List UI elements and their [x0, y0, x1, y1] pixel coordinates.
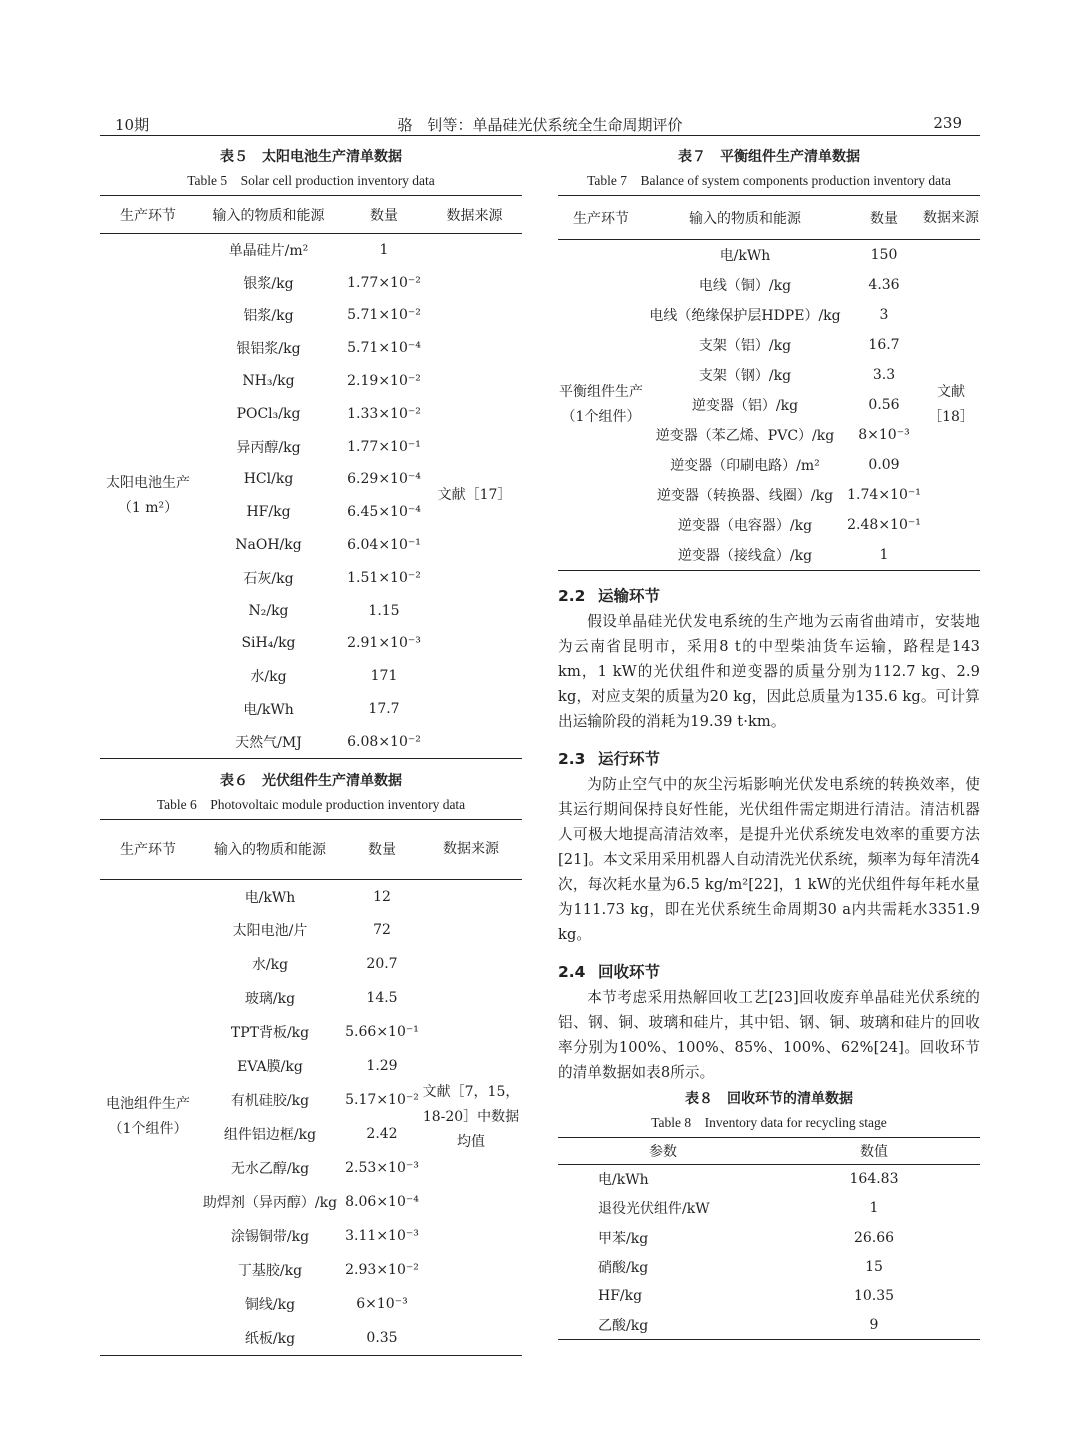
table8-caption-en: Table 8 Inventory data for recycling stage	[651, 1115, 887, 1131]
section-number: 2.2	[558, 587, 586, 606]
item-cell: 银铝浆/kg	[236, 341, 301, 358]
source-cell: 文献［7，15，18-20］中数据均值	[422, 1083, 520, 1150]
item-cell: 逆变器（苯乙烯、PVC）/kg	[655, 428, 835, 445]
value-cell: 1	[879, 547, 889, 564]
col-header: 参数	[649, 1144, 677, 1161]
value-cell: 26.66	[853, 1229, 895, 1246]
value-cell: 2.53×10⁻³	[345, 1160, 419, 1177]
value-cell: 1.15	[368, 602, 400, 619]
item-cell: HF/kg	[246, 504, 291, 521]
item-cell: EVA膜/kg	[237, 1059, 303, 1076]
item-cell: SiH₄/kg	[241, 635, 296, 652]
value-cell: 1.77×10⁻¹	[347, 438, 421, 455]
table-row	[558, 1252, 980, 1281]
table-row	[558, 1194, 980, 1223]
table-row	[100, 879, 522, 913]
table-header-row	[558, 196, 980, 240]
item-cell: 异丙醇/kg	[236, 439, 301, 456]
item-cell: 天然气/MJ	[235, 734, 302, 751]
value-cell: 3	[879, 306, 889, 323]
right-column	[558, 145, 980, 1340]
item-cell: 逆变器（电容器）/kg	[677, 518, 813, 535]
running-header	[100, 114, 980, 136]
production-stage-cell: 电池组件生产（1个组件）	[106, 1096, 190, 1138]
table-header-row	[100, 819, 522, 879]
section-2-4-text: 本节考虑采用热解回收工艺[23]回收废弃单晶硅光伏系统的铝、钢、铜、玻璃和硅片，其中铝、钢、铜、玻璃和硅片的回收率分别为100%、100%、85%、100%、62%[24]。回收环节的清单数据如表8所示。	[558, 989, 980, 1082]
source-cell: 文献［17］	[437, 487, 512, 504]
value-cell: 16.7	[868, 336, 900, 353]
value-cell: 150	[870, 246, 898, 263]
value-cell: 10.35	[853, 1287, 895, 1304]
table-row	[558, 1165, 980, 1194]
item-cell: POCl₃/kg	[236, 405, 301, 422]
section-2-3-heading	[558, 746, 980, 772]
col-header: 数量	[368, 842, 396, 859]
item-cell: 甲苯/kg	[598, 1230, 649, 1247]
value-cell: 0.56	[868, 397, 900, 414]
value-cell: 17.7	[368, 701, 400, 718]
col-header: 数据来源	[443, 841, 499, 858]
value-cell: 1.74×10⁻¹	[847, 487, 921, 504]
item-cell: 铜线/kg	[244, 1297, 296, 1314]
value-cell: 171	[370, 668, 398, 685]
col-header: 输入的物质和能源	[212, 207, 325, 224]
col-header: 生产环节	[573, 210, 629, 227]
value-cell: 3.3	[872, 366, 896, 383]
section-number: 2.4	[558, 963, 586, 982]
item-cell: 银浆/kg	[243, 275, 294, 292]
production-stage-cell: 平衡组件生产（1个组件）	[559, 384, 643, 426]
left-column	[100, 145, 522, 1356]
value-cell: 6.04×10⁻¹	[347, 537, 421, 554]
issue-label: 10期	[115, 116, 150, 134]
value-cell: 6.08×10⁻²	[347, 733, 421, 750]
col-header: 数据来源	[446, 207, 503, 224]
value-cell: 5.71×10⁻²	[347, 307, 421, 324]
value-cell: 4.36	[868, 276, 900, 293]
table8	[558, 1137, 980, 1340]
col-header: 输入的物质和能源	[689, 210, 801, 227]
item-cell: NaOH/kg	[235, 537, 302, 554]
table5	[100, 195, 522, 759]
value-cell: 1.51×10⁻²	[347, 569, 421, 586]
item-cell: 电/kWh	[244, 889, 296, 906]
item-cell: 涂锡铜带/kg	[230, 1229, 310, 1246]
item-cell: NH₃/kg	[242, 373, 295, 390]
item-cell: 电/kWh	[598, 1172, 649, 1189]
item-cell: 电线（铜）/kg	[698, 277, 792, 294]
item-cell: 有机硅胶/kg	[230, 1093, 310, 1110]
col-header: 数值	[860, 1144, 888, 1161]
item-cell: 无水乙醇/kg	[230, 1161, 310, 1178]
table6-caption-zh: 表６ 光伏组件生产清单数据	[220, 772, 402, 789]
running-title: 骆 钊等：单晶硅光伏系统全生命周期评价	[397, 116, 683, 134]
item-cell: 电线（绝缘保护层HDPE）/kg	[649, 307, 841, 324]
value-cell: 2.48×10⁻¹	[847, 517, 921, 534]
item-cell: 逆变器（铝）/kg	[691, 398, 799, 415]
item-cell: 支架（钢）/kg	[698, 367, 792, 384]
value-cell: 1	[379, 242, 389, 259]
value-cell: 12	[373, 888, 391, 905]
table7-caption-en: Table 7 Balance of system components production inventory data	[587, 173, 951, 188]
table-row	[558, 1310, 980, 1339]
value-cell: 6.45×10⁻⁴	[347, 504, 421, 521]
source-cell: 文献［18］	[928, 384, 974, 426]
section-number: 2.3	[558, 750, 586, 769]
table-row	[100, 234, 522, 267]
item-cell: 玻璃/kg	[244, 991, 296, 1008]
item-cell: 逆变器（印刷电路）/m²	[670, 458, 820, 475]
value-cell: 2.42	[366, 1126, 398, 1143]
value-cell: 2.19×10⁻²	[347, 373, 421, 390]
section-2-3-text: 为防止空气中的灰尘污垢影响光伏发电系统的转换效率，使其运行期间保持良好性能，光伏组件需定期进行清洁。清洁机器人可极大地提高清洁效率，是提升光伏系统发电效率的重要方法[21]。本文采用采用机器人自动清洗光伏系统，频率为每年清洗4次，每次耗水量为6.5 kg/m²[22]，1 kW的光伏组件每年耗水量为111.73 kg，即在光伏系统生命周期30 a内共需耗水3351.9 kg。	[558, 776, 980, 944]
item-cell: 硝酸/kg	[598, 1259, 649, 1276]
item-cell: 逆变器（接线盒）/kg	[677, 548, 813, 565]
item-cell: 退役光伏组件/kW	[598, 1201, 710, 1218]
table5-caption-en: Table 5 Solar cell production inventory data	[187, 173, 435, 188]
production-stage-cell: 太阳电池生产（1 m²）	[106, 474, 190, 516]
col-header: 输入的物质和能源	[214, 842, 326, 859]
item-cell: 石灰/kg	[243, 570, 294, 587]
value-cell: 1.33×10⁻²	[347, 405, 421, 422]
item-cell: 太阳电池/片	[232, 923, 308, 940]
value-cell: 3.11×10⁻³	[345, 1228, 419, 1245]
value-cell: 6×10⁻³	[356, 1296, 408, 1313]
item-cell: 助焊剂（异丙醇）/kg	[202, 1195, 338, 1212]
item-cell: 铝浆/kg	[243, 308, 294, 325]
col-header: 数量	[370, 207, 398, 224]
section-title: 回收环节	[598, 963, 661, 982]
value-cell: 5.66×10⁻¹	[345, 1024, 419, 1041]
col-header: 数据来源	[923, 209, 979, 226]
table6	[100, 819, 522, 1356]
value-cell: 1	[869, 1200, 879, 1217]
value-cell: 8×10⁻³	[858, 427, 910, 444]
value-cell: 5.17×10⁻²	[345, 1092, 419, 1109]
table-header-row	[100, 196, 522, 234]
section-2-2-heading	[558, 583, 980, 609]
value-cell: 164.83	[849, 1171, 899, 1188]
table6-caption-en: Table 6 Photovoltaic module production inventory data	[156, 796, 466, 812]
value-cell: 72	[373, 922, 391, 939]
item-cell: HF/kg	[598, 1287, 643, 1304]
value-cell: 6.29×10⁻⁴	[347, 471, 421, 488]
item-cell: 丁基胶/kg	[237, 1263, 303, 1280]
value-cell: 8.06×10⁻⁴	[345, 1194, 419, 1211]
table7	[558, 195, 980, 571]
table-row	[558, 1223, 980, 1252]
value-cell: 1.29	[366, 1058, 398, 1075]
item-cell: 逆变器（转换器、线圈）/kg	[656, 488, 834, 505]
col-header: 数量	[870, 210, 898, 227]
item-cell: 电/kWh	[243, 702, 294, 719]
table-row	[558, 1281, 980, 1310]
value-cell: 14.5	[366, 990, 398, 1007]
value-cell: 2.91×10⁻³	[347, 635, 421, 652]
section-title: 运行环节	[598, 750, 661, 769]
table5-caption-zh: 表５ 太阳电池生产清单数据	[220, 149, 402, 165]
col-header: 生产环节	[120, 207, 176, 224]
item-cell: HCl/kg	[243, 471, 294, 488]
table8-caption-zh: 表８ 回收环节的清单数据	[685, 1091, 853, 1108]
item-cell: 组件铝边框/kg	[223, 1127, 317, 1144]
value-cell: 9	[869, 1316, 879, 1333]
value-cell: 0.35	[366, 1330, 398, 1346]
value-cell: 1.77×10⁻²	[347, 274, 421, 291]
table-row	[558, 240, 980, 270]
section-2-2-text: 假设单晶硅光伏发电系统的生产地为云南省曲靖市，安装地为云南省昆明市，采用8 t的中型柴油货车运输，路程是143 km，1 kW的光伏组件和逆变器的质量分别为112.7 kg、2.9 kg，对应支架的质量为20 kg，因此总质量为135.6 kg。可计算出运输阶段的消耗为19.39 t·km。	[558, 613, 980, 731]
page-number: 239	[933, 114, 962, 132]
item-cell: 乙酸/kg	[598, 1317, 649, 1334]
item-cell: N₂/kg	[248, 602, 289, 619]
value-cell: 0.09	[868, 457, 900, 474]
value-cell: 2.93×10⁻²	[345, 1262, 419, 1279]
value-cell: 15	[865, 1258, 883, 1275]
value-cell: 5.71×10⁻⁴	[347, 340, 421, 357]
item-cell: 支架（铝）/kg	[698, 337, 792, 354]
item-cell: 电/kWh	[719, 247, 771, 264]
item-cell: 单晶硅片/m²	[228, 243, 309, 260]
item-cell: TPT背板/kg	[230, 1025, 310, 1042]
section-2-4-heading	[558, 959, 980, 985]
table-header-row	[558, 1138, 980, 1165]
value-cell: 20.7	[366, 956, 398, 973]
table7-caption-zh: 表７ 平衡组件生产清单数据	[678, 149, 860, 165]
section-title: 运输环节	[598, 587, 661, 606]
col-header: 生产环节	[120, 842, 176, 859]
item-cell: 水/kg	[251, 957, 289, 974]
item-cell: 水/kg	[250, 669, 287, 686]
item-cell: 纸板/kg	[244, 1331, 296, 1347]
